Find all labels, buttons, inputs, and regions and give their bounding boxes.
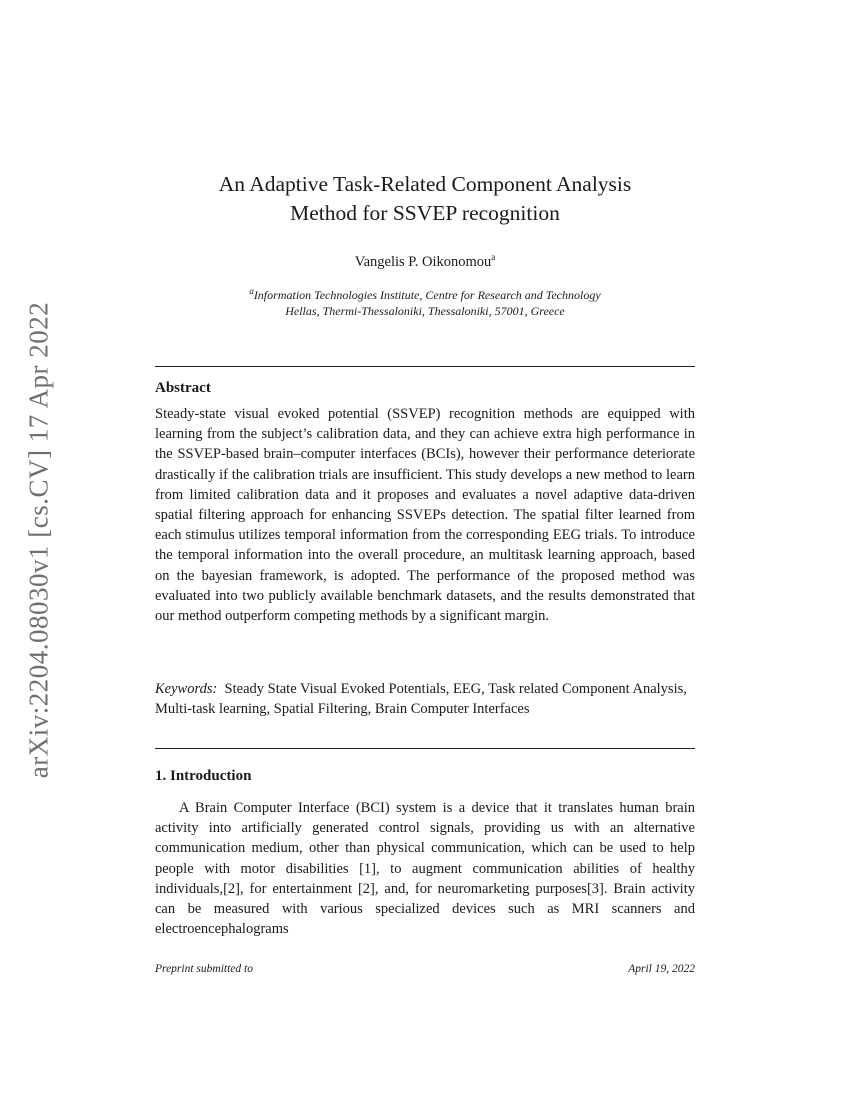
author-line	[155, 254, 695, 271]
arxiv-identifier[interactable]: arXiv:2204.08030v1 [cs.CV] 17 Apr 2022	[23, 301, 54, 779]
arxiv-sidebar	[14, 290, 64, 790]
footer-date: April 19, 2022	[628, 963, 695, 975]
section-heading-introduction: 1. Introduction	[155, 768, 252, 784]
introduction-paragraph: A Brain Computer Interface (BCI) system is a device that it translates human brain activity into artificially generated control signals, providing us with an alternative communication medium, other than physical communication, which can be used to help people with motor disabilities [1], to augment communication abilities of healthy individuals,[2], for entertainment [2], and, for neuromarketing purposes[3]. Brain activity can be measured with various specialized devices such as MRI scanners and electroencephalograms	[155, 800, 695, 938]
title-line-1: An Adaptive Task-Related Component Analysis	[218, 172, 632, 196]
affiliation-line-1: Information Technologies Institute, Centre for Research and Technology	[253, 288, 601, 302]
keywords-text: Steady State Visual Evoked Potentials, EEG, Task related Component Analysis, Multi-task learning, Spatial Filtering, Brain Computer Interfaces	[155, 681, 687, 718]
abstract-heading: Abstract	[155, 380, 211, 396]
keywords	[155, 679, 695, 719]
abstract-top-rule	[155, 366, 695, 367]
introduction-body	[155, 798, 695, 939]
footer-preprint: Preprint submitted to	[155, 963, 253, 975]
author-name: Vangelis P. Oikonomou	[354, 254, 492, 270]
affiliation-mark: a	[249, 286, 254, 296]
title-line-2: Method for SSVEP recognition	[290, 201, 560, 225]
abstract-text: Steady-state visual evoked potential (SSVEP) recognition methods are equipped with learning from the subject’s calibration data, and they can achieve extra high performance in the SSVEP-based brain–computer interfaces (BCIs), however their performance deteriorate drastically if the calibration trials are insufficient. This study develops a new method to learn from limited calibration data and it proposes and evaluates a novel adaptive data-driven spatial filtering approach for enhancing SSVEPs detection. The spatial filter learned from each stimulus utilizes temporal information from the corresponding EEG trials. To introduce the temporal information into the overall procedure, an multitask learning approach, based on the bayesian framework, is adopted. The performance of the proposed method was evaluated into two publicly available benchmark datasets, and the results demonstrated that our method outperform competing methods by a significant margin.	[155, 406, 695, 625]
affiliation-line-2: Hellas, Thermi-Thessaloniki, Thessaloniki, 57001, Greece	[285, 304, 565, 318]
author-affiliation-mark: a	[491, 252, 496, 263]
abstract-bottom-rule	[155, 748, 695, 749]
paper-title	[155, 170, 695, 228]
keywords-label: Keywords:	[155, 681, 218, 697]
affiliation	[155, 287, 695, 319]
